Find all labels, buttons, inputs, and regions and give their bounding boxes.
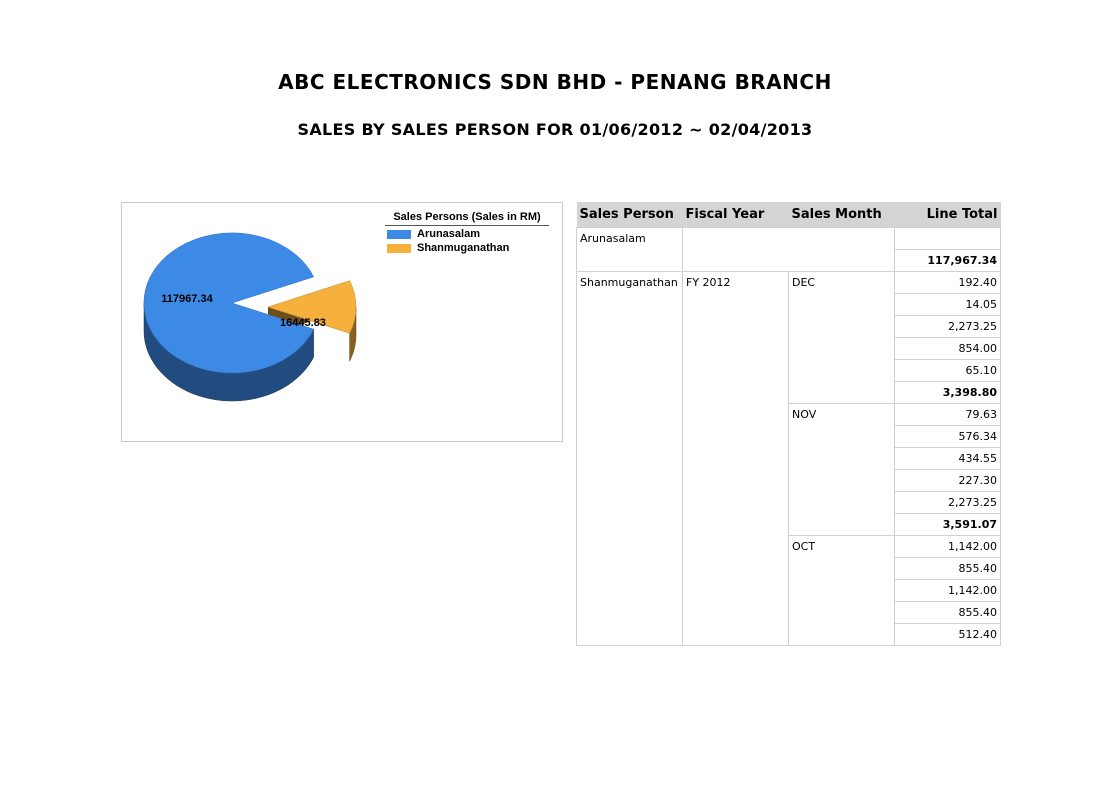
cell-month-total: 3,591.07 [895, 514, 1001, 536]
legend-item-arunasalam [385, 228, 549, 240]
header-fiscal-year: Fiscal Year [683, 202, 789, 228]
chart-legend [385, 211, 549, 254]
cell-sales-month: DEC [789, 272, 895, 404]
legend-swatch-shanmuganathan [387, 244, 411, 253]
table-row [577, 272, 1001, 294]
legend-title: Sales Persons (Sales in RM) [385, 211, 549, 226]
cell-sales-month: OCT [789, 536, 895, 646]
pie-value-label: 117967.34 [161, 293, 213, 305]
cell-line-total: 14.05 [895, 294, 1001, 316]
cell-line-total: 227.30 [895, 470, 1001, 492]
cell-sales-month: NOV [789, 404, 895, 536]
legend-item-shanmuganathan [385, 242, 549, 254]
cell-month-total: 3,398.80 [895, 382, 1001, 404]
cell-sales-person: Arunasalam [577, 228, 683, 272]
cell-line-total: 855.40 [895, 558, 1001, 580]
cell-line-total: 512.40 [895, 624, 1001, 646]
legend-label-shanmuganathan: Shanmuganathan [417, 242, 510, 254]
cell-line-total: 2,273.25 [895, 316, 1001, 338]
cell-person-total: 117,967.34 [895, 250, 1001, 272]
legend-label-arunasalam: Arunasalam [417, 228, 480, 240]
cell-empty [683, 228, 895, 272]
cell-line-total: 855.40 [895, 602, 1001, 624]
cell-line-total: 434.55 [895, 448, 1001, 470]
cell-line-total: 65.10 [895, 360, 1001, 382]
cell-line-total-empty [895, 228, 1001, 250]
pie-value-label: 16445.83 [280, 317, 326, 329]
legend-swatch-arunasalam [387, 230, 411, 239]
pie-chart [121, 202, 563, 442]
cell-line-total: 576.34 [895, 426, 1001, 448]
cell-fiscal-year: FY 2012 [683, 272, 789, 646]
report-title: ABC ELECTRONICS SDN BHD - PENANG BRANCH [278, 70, 832, 94]
cell-line-total: 192.40 [895, 272, 1001, 294]
table-header-row [577, 202, 1001, 228]
cell-line-total: 854.00 [895, 338, 1001, 360]
sales-table [576, 202, 1001, 646]
cell-line-total: 2,273.25 [895, 492, 1001, 514]
cell-sales-person: Shanmuganathan [577, 272, 683, 646]
cell-line-total: 1,142.00 [895, 580, 1001, 602]
cell-line-total: 79.63 [895, 404, 1001, 426]
header-line-total: Line Total [895, 202, 1001, 228]
header-sales-person: Sales Person [577, 202, 683, 228]
header-sales-month: Sales Month [789, 202, 895, 228]
cell-line-total: 1,142.00 [895, 536, 1001, 558]
table-row [577, 228, 1001, 250]
report-subtitle: SALES BY SALES PERSON FOR 01/06/2012 ~ 02/04/2013 [297, 120, 813, 139]
